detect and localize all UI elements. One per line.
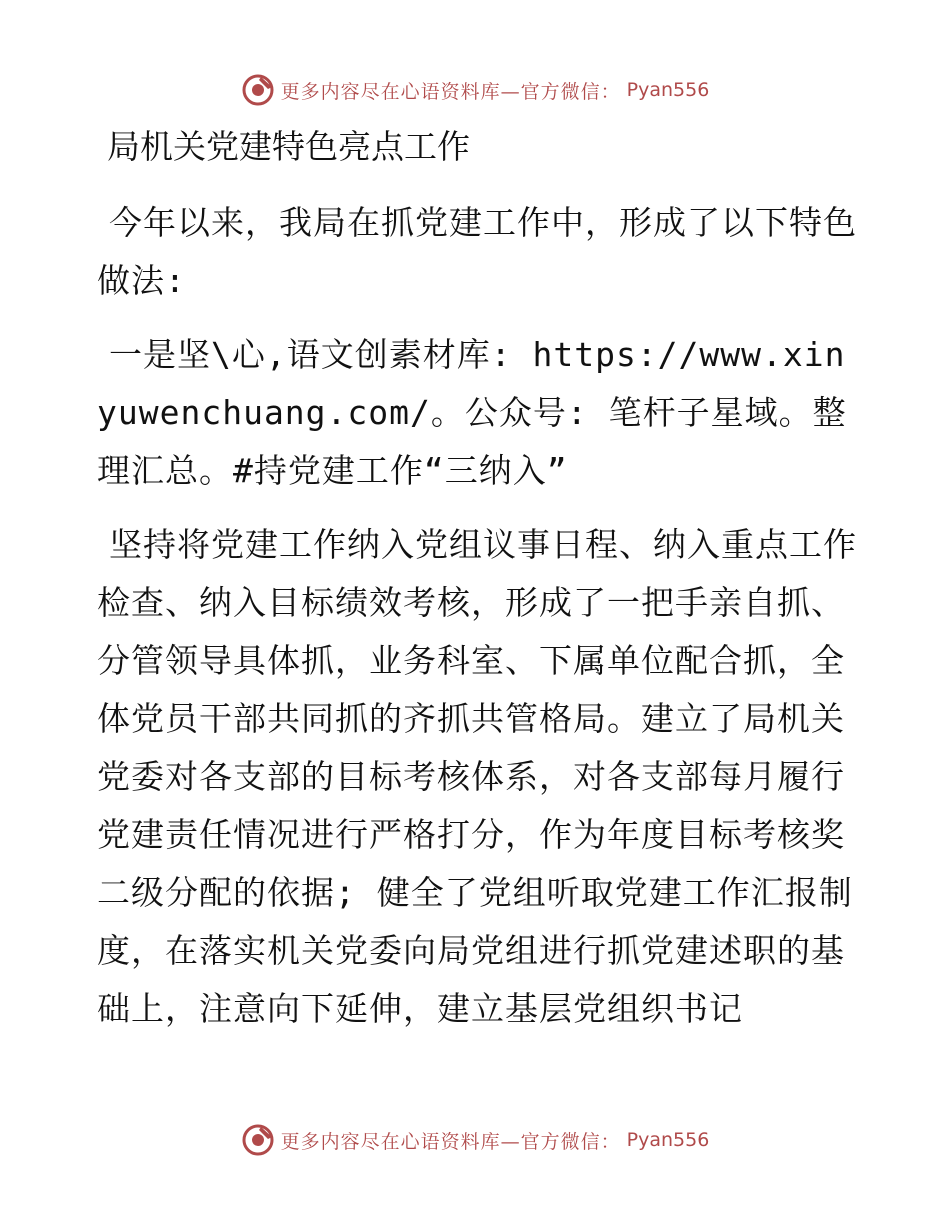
logo-icon xyxy=(241,1123,275,1157)
footer-banner-wechat-id: Pyan556 xyxy=(626,1129,710,1151)
header-banner-wechat-id: Pyan556 xyxy=(626,79,710,101)
paragraph-point-one-text: 一是坚\心,语文创素材库: https://www.xinyuwenchuang.com/。公众号: 笔杆子星域。整理汇总。#持党建工作“三纳入” xyxy=(97,335,847,490)
document-title: 局机关党建特色亮点工作 xyxy=(107,127,470,166)
header-banner xyxy=(0,70,950,110)
document-body xyxy=(97,118,857,1038)
paragraph-intro xyxy=(97,194,857,310)
paragraph-intro-text: 今年以来，我局在抓党建工作中，形成了以下特色做法: xyxy=(97,203,857,300)
paragraph-detail-text: 坚持将党建工作纳入党组议事日程、纳入重点工作检查、纳入目标绩效考核，形成了一把手亲自抓、分管领导具体抓，业务科室、下属单位配合抓，全体党员干部共同抓的齐抓共管格局。建立了局机关党委对各支部的目标考核体系，对各支部每月履行党建责任情况进行严格打分，作为年度目标考核奖二级分配的依据; 健全了党组听取党建工作汇报制度，在落实机关党委向局党组进行抓党建述职的基础上，注意向下延伸，建立基层党组织书记 xyxy=(97,525,857,1028)
header-banner-text: 更多内容尽在心语资料库—官方微信： xyxy=(280,80,621,103)
footer-banner-text: 更多内容尽在心语资料库—官方微信： xyxy=(280,1130,621,1153)
paragraph-point-one xyxy=(97,326,857,500)
footer-banner xyxy=(0,1120,950,1160)
paragraph-detail xyxy=(97,516,857,1038)
logo-icon xyxy=(241,73,275,107)
